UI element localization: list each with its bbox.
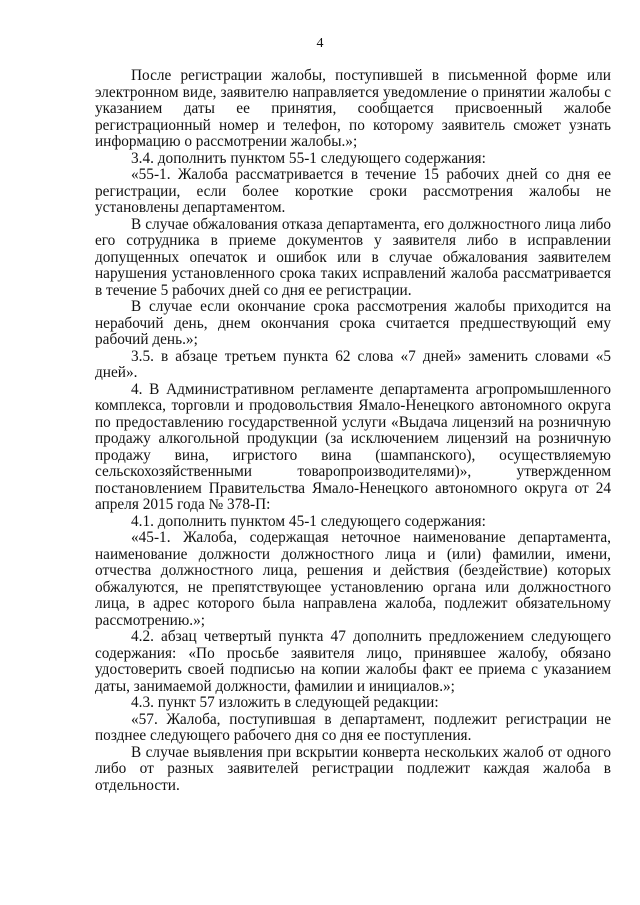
page-number: 4	[316, 36, 324, 51]
paragraph-registration-notice: После регистрации жалобы, поступившей в письменной форме или электронном виде, заявителю направляется уведомление о принятии жалобы с указанием даты ее принятия, сообщается присвоенный жалобе регистрационный номер и телефон, по которому заявитель сможет узнать информацию о рассмотрении жалобы.»;	[95, 67, 611, 150]
paragraph-4-2: 4.2. абзац четвертый пункта 47 дополнить предложением следующего содержания: «По просьбе заявителя лицо, принявшее жалобу, обязано удостоверить своей подписью на копии жалобы факт ее приема с указанием даты, занимаемой должности, фамилии и инициалов.»;	[95, 628, 611, 695]
paragraph-3-4: 3.4. дополнить пунктом 55-1 следующего содержания:	[131, 149, 486, 167]
paragraph-4: 4. В Административном регламенте департамента агропромышленного комплекса, торговли и продовольствия Ямало-Ненецкого автономного округа по предоставлению государственной услуги «Выдача лицензий на розничную продажу алкогольной продукции (за исключением лицензий на розничную продажу вина, игристого вина (шампанского), осуществляемую сельскохозяйственными товаропроизводителями)», утвержденном постановлением Правительства Ямало-Ненецкого автономного округа от 24 апреля 2015 года № 378-П:	[95, 380, 611, 513]
paragraph-multiple-complaints: В случае выявления при вскрытии конверта нескольких жалоб от одного либо от разных заявителей регистрации подлежит каждая жалоба в отдельности.	[95, 743, 611, 794]
paragraph-4-1: 4.1. дополнить пунктом 45-1 следующего содержания:	[131, 512, 486, 530]
paragraph-appeal-refusal: В случае обжалования отказа департамента, его должностного лица либо его сотрудника в приеме документов у заявителя либо в исправлении допущенных опечаток и ошибок или в случае обжалования заявителем нарушения установленного срока таких исправлений жалоба рассматривается в течение 5 рабочих дней со дня ее регистрации.	[95, 215, 611, 299]
paragraph-55-1: «55-1. Жалоба рассматривается в течение 15 рабочих дней со дня ее регистрации, если более короткие сроки рассмотрения жалобы не установлены департаментом.	[95, 166, 611, 216]
paragraph-45-1: «45-1. Жалоба, содержащая неточное наименование департамента, наименование должности должностного лица и (или) фамилии, имени, отчества должностного лица, решения и действия (бездействие) которых обжалуются, не препятствующее установлению органа или должностного лица, в адрес которого была направлена жалоба, подлежит обязательному рассмотрению.»;	[95, 529, 611, 629]
paragraph-nonworking-day: В случае если окончание срока рассмотрения жалобы приходится на нерабочий день, днем окончания срока считается предшествующий ему рабочий день.»;	[95, 298, 611, 348]
paragraph-57: «57. Жалоба, поступившая в департамент, подлежит регистрации не позднее следующего рабочего дня со дня ее поступления.	[95, 710, 611, 744]
paragraph-4-3: 4.3. пункт 57 изложить в следующей редакции:	[131, 694, 439, 711]
document-body	[95, 68, 611, 794]
paragraph-3-5: 3.5. в абзаце третьем пункта 62 слова «7 дней» заменить словами «5 дней».	[95, 347, 611, 381]
